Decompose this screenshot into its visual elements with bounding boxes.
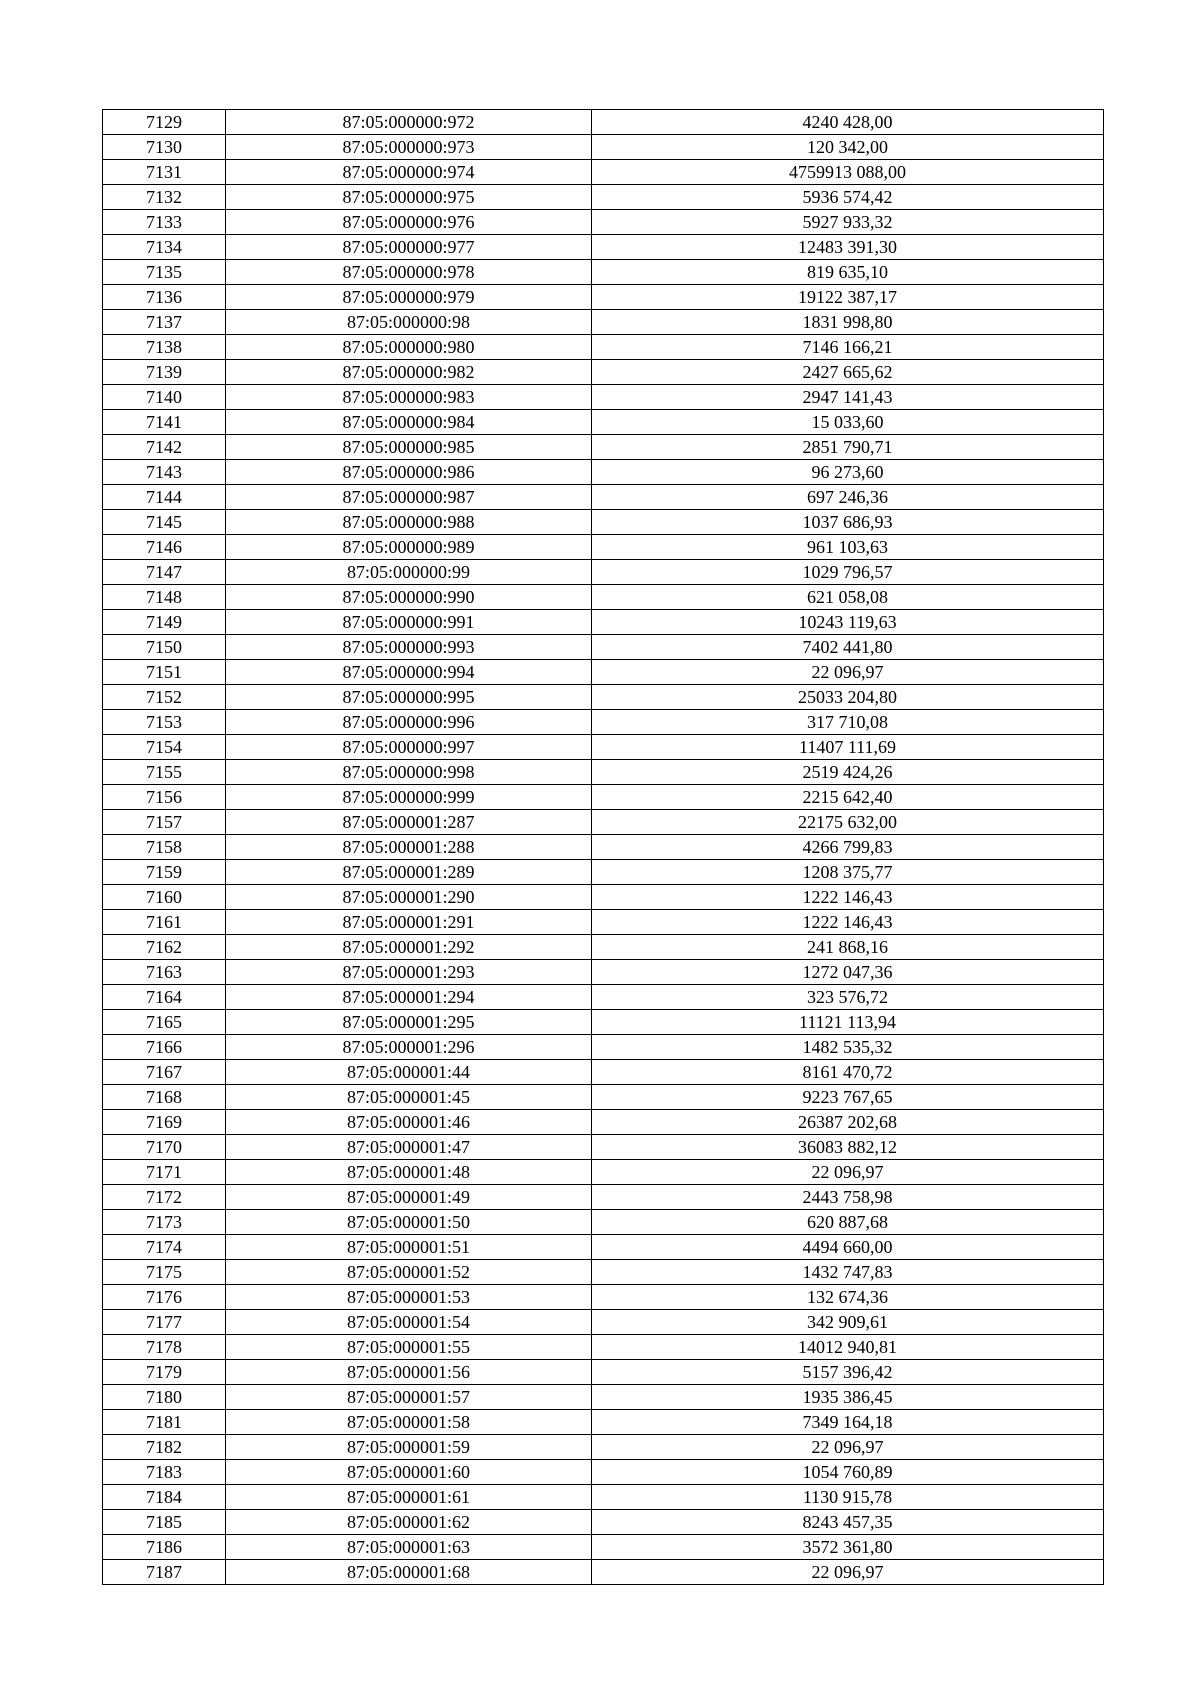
table-row bbox=[103, 1360, 1104, 1385]
cadastral-number-cell: 87:05:000000:997 bbox=[226, 735, 592, 760]
table-row bbox=[103, 1310, 1104, 1335]
table-row bbox=[103, 1135, 1104, 1160]
cadastral-number-cell: 87:05:000000:994 bbox=[226, 660, 592, 685]
row-number-cell: 7148 bbox=[103, 585, 226, 610]
cadastral-value-cell: 22 096,97 bbox=[592, 660, 1104, 685]
cadastral-number-cell: 87:05:000000:986 bbox=[226, 460, 592, 485]
row-number-cell: 7178 bbox=[103, 1335, 226, 1360]
table-row bbox=[103, 560, 1104, 585]
table-row bbox=[103, 1260, 1104, 1285]
cadastral-number-cell: 87:05:000000:995 bbox=[226, 685, 592, 710]
cadastral-number-cell: 87:05:000001:56 bbox=[226, 1360, 592, 1385]
cadastral-number-cell: 87:05:000000:976 bbox=[226, 210, 592, 235]
row-number-cell: 7168 bbox=[103, 1085, 226, 1110]
cadastral-value-cell: 22 096,97 bbox=[592, 1435, 1104, 1460]
table-row bbox=[103, 785, 1104, 810]
cadastral-value-cell: 4240 428,00 bbox=[592, 110, 1104, 135]
row-number-cell: 7183 bbox=[103, 1460, 226, 1485]
row-number-cell: 7137 bbox=[103, 310, 226, 335]
cadastral-value-cell: 1054 760,89 bbox=[592, 1460, 1104, 1485]
row-number-cell: 7179 bbox=[103, 1360, 226, 1385]
cadastral-value-cell: 11121 113,94 bbox=[592, 1010, 1104, 1035]
row-number-cell: 7139 bbox=[103, 360, 226, 385]
cadastral-number-cell: 87:05:000001:45 bbox=[226, 1085, 592, 1110]
table-row bbox=[103, 1035, 1104, 1060]
cadastral-number-cell: 87:05:000001:54 bbox=[226, 1310, 592, 1335]
table-row bbox=[103, 460, 1104, 485]
cadastral-number-cell: 87:05:000000:974 bbox=[226, 160, 592, 185]
cadastral-value-cell: 1432 747,83 bbox=[592, 1260, 1104, 1285]
row-number-cell: 7163 bbox=[103, 960, 226, 985]
cadastral-number-cell: 87:05:000001:46 bbox=[226, 1110, 592, 1135]
row-number-cell: 7180 bbox=[103, 1385, 226, 1410]
table-row bbox=[103, 985, 1104, 1010]
table-row bbox=[103, 360, 1104, 385]
cadastral-value-cell: 1029 796,57 bbox=[592, 560, 1104, 585]
cadastral-number-cell: 87:05:000001:289 bbox=[226, 860, 592, 885]
row-number-cell: 7172 bbox=[103, 1185, 226, 1210]
cadastral-value-cell: 620 887,68 bbox=[592, 1210, 1104, 1235]
cadastral-number-cell: 87:05:000001:294 bbox=[226, 985, 592, 1010]
row-number-cell: 7174 bbox=[103, 1235, 226, 1260]
cadastral-value-cell: 14012 940,81 bbox=[592, 1335, 1104, 1360]
table-row bbox=[103, 1235, 1104, 1260]
cadastral-value-cell: 8161 470,72 bbox=[592, 1060, 1104, 1085]
table-row bbox=[103, 285, 1104, 310]
cadastral-number-cell: 87:05:000001:50 bbox=[226, 1210, 592, 1235]
table-row bbox=[103, 1385, 1104, 1410]
cadastral-value-cell: 22 096,97 bbox=[592, 1160, 1104, 1185]
cadastral-value-cell: 1482 535,32 bbox=[592, 1035, 1104, 1060]
cadastral-value-cell: 1130 915,78 bbox=[592, 1485, 1104, 1510]
table-row bbox=[103, 510, 1104, 535]
cadastral-value-cell: 22 096,97 bbox=[592, 1560, 1104, 1585]
cadastral-number-cell: 87:05:000000:977 bbox=[226, 235, 592, 260]
table-row bbox=[103, 1160, 1104, 1185]
cadastral-number-cell: 87:05:000000:991 bbox=[226, 610, 592, 635]
row-number-cell: 7161 bbox=[103, 910, 226, 935]
table-row bbox=[103, 235, 1104, 260]
cadastral-number-cell: 87:05:000000:973 bbox=[226, 135, 592, 160]
cadastral-value-cell: 2427 665,62 bbox=[592, 360, 1104, 385]
row-number-cell: 7132 bbox=[103, 185, 226, 210]
row-number-cell: 7152 bbox=[103, 685, 226, 710]
table-row bbox=[103, 585, 1104, 610]
cadastral-value-cell: 7349 164,18 bbox=[592, 1410, 1104, 1435]
cadastral-value-cell: 2443 758,98 bbox=[592, 1185, 1104, 1210]
table-row bbox=[103, 135, 1104, 160]
cadastral-number-cell: 87:05:000001:53 bbox=[226, 1285, 592, 1310]
table-row bbox=[103, 1285, 1104, 1310]
row-number-cell: 7129 bbox=[103, 110, 226, 135]
cadastral-value-cell: 2215 642,40 bbox=[592, 785, 1104, 810]
table-row bbox=[103, 1435, 1104, 1460]
row-number-cell: 7187 bbox=[103, 1560, 226, 1585]
row-number-cell: 7149 bbox=[103, 610, 226, 635]
cadastral-number-cell: 87:05:000001:58 bbox=[226, 1410, 592, 1435]
table-row bbox=[103, 535, 1104, 560]
row-number-cell: 7169 bbox=[103, 1110, 226, 1135]
row-number-cell: 7175 bbox=[103, 1260, 226, 1285]
table-row bbox=[103, 185, 1104, 210]
row-number-cell: 7186 bbox=[103, 1535, 226, 1560]
table-row bbox=[103, 1110, 1104, 1135]
cadastral-number-cell: 87:05:000001:55 bbox=[226, 1335, 592, 1360]
cadastral-value-cell: 4266 799,83 bbox=[592, 835, 1104, 860]
cadastral-value-cell: 15 033,60 bbox=[592, 410, 1104, 435]
row-number-cell: 7134 bbox=[103, 235, 226, 260]
table-row bbox=[103, 710, 1104, 735]
row-number-cell: 7164 bbox=[103, 985, 226, 1010]
row-number-cell: 7133 bbox=[103, 210, 226, 235]
cadastral-number-cell: 87:05:000000:988 bbox=[226, 510, 592, 535]
table-row bbox=[103, 1010, 1104, 1035]
cadastral-value-cell: 4494 660,00 bbox=[592, 1235, 1104, 1260]
table-row bbox=[103, 1060, 1104, 1085]
table-row bbox=[103, 210, 1104, 235]
cadastral-value-cell: 317 710,08 bbox=[592, 710, 1104, 735]
table-row bbox=[103, 760, 1104, 785]
row-number-cell: 7144 bbox=[103, 485, 226, 510]
cadastral-number-cell: 87:05:000001:51 bbox=[226, 1235, 592, 1260]
table-row bbox=[103, 935, 1104, 960]
cadastral-number-cell: 87:05:000001:63 bbox=[226, 1535, 592, 1560]
table-row bbox=[103, 410, 1104, 435]
cadastral-number-cell: 87:05:000001:293 bbox=[226, 960, 592, 985]
cadastral-value-cell: 621 058,08 bbox=[592, 585, 1104, 610]
cadastral-number-cell: 87:05:000000:987 bbox=[226, 485, 592, 510]
row-number-cell: 7173 bbox=[103, 1210, 226, 1235]
row-number-cell: 7177 bbox=[103, 1310, 226, 1335]
table-row bbox=[103, 810, 1104, 835]
row-number-cell: 7176 bbox=[103, 1285, 226, 1310]
row-number-cell: 7166 bbox=[103, 1035, 226, 1060]
table-row bbox=[103, 110, 1104, 135]
cadastral-value-cell: 1222 146,43 bbox=[592, 910, 1104, 935]
table-body bbox=[103, 110, 1104, 1585]
table-row bbox=[103, 260, 1104, 285]
row-number-cell: 7147 bbox=[103, 560, 226, 585]
table-row bbox=[103, 835, 1104, 860]
cadastral-value-cell: 11407 111,69 bbox=[592, 735, 1104, 760]
cadastral-number-cell: 87:05:000000:982 bbox=[226, 360, 592, 385]
cadastral-number-cell: 87:05:000001:52 bbox=[226, 1260, 592, 1285]
row-number-cell: 7141 bbox=[103, 410, 226, 435]
cadastral-number-cell: 87:05:000000:984 bbox=[226, 410, 592, 435]
cadastral-number-cell: 87:05:000001:287 bbox=[226, 810, 592, 835]
table-row bbox=[103, 485, 1104, 510]
cadastral-value-cell: 7146 166,21 bbox=[592, 335, 1104, 360]
cadastral-value-cell: 1831 998,80 bbox=[592, 310, 1104, 335]
table-row bbox=[103, 385, 1104, 410]
table-row bbox=[103, 635, 1104, 660]
cadastral-number-cell: 87:05:000000:99 bbox=[226, 560, 592, 585]
cadastral-value-table bbox=[102, 109, 1104, 1585]
cadastral-value-cell: 26387 202,68 bbox=[592, 1110, 1104, 1135]
row-number-cell: 7138 bbox=[103, 335, 226, 360]
table-row bbox=[103, 1410, 1104, 1435]
cadastral-number-cell: 87:05:000001:48 bbox=[226, 1160, 592, 1185]
cadastral-value-cell: 241 868,16 bbox=[592, 935, 1104, 960]
table-row bbox=[103, 1210, 1104, 1235]
table-row bbox=[103, 160, 1104, 185]
cadastral-number-cell: 87:05:000000:985 bbox=[226, 435, 592, 460]
row-number-cell: 7159 bbox=[103, 860, 226, 885]
cadastral-number-cell: 87:05:000000:975 bbox=[226, 185, 592, 210]
cadastral-number-cell: 87:05:000000:978 bbox=[226, 260, 592, 285]
cadastral-value-cell: 1208 375,77 bbox=[592, 860, 1104, 885]
cadastral-number-cell: 87:05:000001:61 bbox=[226, 1485, 592, 1510]
cadastral-value-cell: 2519 424,26 bbox=[592, 760, 1104, 785]
cadastral-value-cell: 19122 387,17 bbox=[592, 285, 1104, 310]
table-row bbox=[103, 1485, 1104, 1510]
cadastral-value-cell: 7402 441,80 bbox=[592, 635, 1104, 660]
cadastral-number-cell: 87:05:000001:47 bbox=[226, 1135, 592, 1160]
row-number-cell: 7143 bbox=[103, 460, 226, 485]
cadastral-value-cell: 961 103,63 bbox=[592, 535, 1104, 560]
row-number-cell: 7142 bbox=[103, 435, 226, 460]
row-number-cell: 7136 bbox=[103, 285, 226, 310]
cadastral-value-cell: 1037 686,93 bbox=[592, 510, 1104, 535]
table-row bbox=[103, 1460, 1104, 1485]
table-row bbox=[103, 660, 1104, 685]
table-row bbox=[103, 910, 1104, 935]
row-number-cell: 7171 bbox=[103, 1160, 226, 1185]
table-row bbox=[103, 1510, 1104, 1535]
cadastral-number-cell: 87:05:000001:295 bbox=[226, 1010, 592, 1035]
cadastral-number-cell: 87:05:000000:999 bbox=[226, 785, 592, 810]
row-number-cell: 7156 bbox=[103, 785, 226, 810]
row-number-cell: 7154 bbox=[103, 735, 226, 760]
cadastral-number-cell: 87:05:000000:972 bbox=[226, 110, 592, 135]
table-row bbox=[103, 885, 1104, 910]
cadastral-value-cell: 2851 790,71 bbox=[592, 435, 1104, 460]
table-row bbox=[103, 1535, 1104, 1560]
row-number-cell: 7185 bbox=[103, 1510, 226, 1535]
cadastral-number-cell: 87:05:000001:296 bbox=[226, 1035, 592, 1060]
row-number-cell: 7155 bbox=[103, 760, 226, 785]
row-number-cell: 7167 bbox=[103, 1060, 226, 1085]
table-row bbox=[103, 960, 1104, 985]
cadastral-number-cell: 87:05:000000:983 bbox=[226, 385, 592, 410]
cadastral-value-cell: 22175 632,00 bbox=[592, 810, 1104, 835]
cadastral-number-cell: 87:05:000001:60 bbox=[226, 1460, 592, 1485]
cadastral-value-cell: 25033 204,80 bbox=[592, 685, 1104, 710]
table-row bbox=[103, 1560, 1104, 1585]
table-row bbox=[103, 335, 1104, 360]
cadastral-value-cell: 9223 767,65 bbox=[592, 1085, 1104, 1110]
row-number-cell: 7160 bbox=[103, 885, 226, 910]
cadastral-number-cell: 87:05:000000:993 bbox=[226, 635, 592, 660]
cadastral-value-cell: 5936 574,42 bbox=[592, 185, 1104, 210]
cadastral-value-cell: 4759913 088,00 bbox=[592, 160, 1104, 185]
cadastral-value-cell: 1222 146,43 bbox=[592, 885, 1104, 910]
cadastral-number-cell: 87:05:000001:62 bbox=[226, 1510, 592, 1535]
row-number-cell: 7146 bbox=[103, 535, 226, 560]
row-number-cell: 7181 bbox=[103, 1410, 226, 1435]
table-row bbox=[103, 860, 1104, 885]
cadastral-value-cell: 120 342,00 bbox=[592, 135, 1104, 160]
row-number-cell: 7158 bbox=[103, 835, 226, 860]
cadastral-value-cell: 1272 047,36 bbox=[592, 960, 1104, 985]
cadastral-value-cell: 819 635,10 bbox=[592, 260, 1104, 285]
row-number-cell: 7153 bbox=[103, 710, 226, 735]
row-number-cell: 7131 bbox=[103, 160, 226, 185]
cadastral-number-cell: 87:05:000000:980 bbox=[226, 335, 592, 360]
table-row bbox=[103, 435, 1104, 460]
cadastral-value-cell: 3572 361,80 bbox=[592, 1535, 1104, 1560]
cadastral-value-cell: 2947 141,43 bbox=[592, 385, 1104, 410]
cadastral-value-cell: 132 674,36 bbox=[592, 1285, 1104, 1310]
cadastral-number-cell: 87:05:000001:49 bbox=[226, 1185, 592, 1210]
row-number-cell: 7151 bbox=[103, 660, 226, 685]
cadastral-value-cell: 96 273,60 bbox=[592, 460, 1104, 485]
row-number-cell: 7184 bbox=[103, 1485, 226, 1510]
cadastral-value-cell: 697 246,36 bbox=[592, 485, 1104, 510]
cadastral-number-cell: 87:05:000001:290 bbox=[226, 885, 592, 910]
row-number-cell: 7140 bbox=[103, 385, 226, 410]
cadastral-value-cell: 342 909,61 bbox=[592, 1310, 1104, 1335]
cadastral-number-cell: 87:05:000001:59 bbox=[226, 1435, 592, 1460]
cadastral-number-cell: 87:05:000000:979 bbox=[226, 285, 592, 310]
cadastral-number-cell: 87:05:000001:68 bbox=[226, 1560, 592, 1585]
row-number-cell: 7182 bbox=[103, 1435, 226, 1460]
table-row bbox=[103, 310, 1104, 335]
cadastral-number-cell: 87:05:000001:292 bbox=[226, 935, 592, 960]
cadastral-value-cell: 12483 391,30 bbox=[592, 235, 1104, 260]
cadastral-value-cell: 8243 457,35 bbox=[592, 1510, 1104, 1535]
cadastral-value-cell: 36083 882,12 bbox=[592, 1135, 1104, 1160]
row-number-cell: 7162 bbox=[103, 935, 226, 960]
row-number-cell: 7150 bbox=[103, 635, 226, 660]
cadastral-value-cell: 1935 386,45 bbox=[592, 1385, 1104, 1410]
cadastral-number-cell: 87:05:000000:990 bbox=[226, 585, 592, 610]
row-number-cell: 7165 bbox=[103, 1010, 226, 1035]
table-row bbox=[103, 1085, 1104, 1110]
cadastral-number-cell: 87:05:000001:288 bbox=[226, 835, 592, 860]
table-row bbox=[103, 735, 1104, 760]
cadastral-value-cell: 323 576,72 bbox=[592, 985, 1104, 1010]
cadastral-number-cell: 87:05:000000:996 bbox=[226, 710, 592, 735]
row-number-cell: 7130 bbox=[103, 135, 226, 160]
row-number-cell: 7145 bbox=[103, 510, 226, 535]
row-number-cell: 7157 bbox=[103, 810, 226, 835]
cadastral-value-cell: 5157 396,42 bbox=[592, 1360, 1104, 1385]
cadastral-value-cell: 10243 119,63 bbox=[592, 610, 1104, 635]
row-number-cell: 7170 bbox=[103, 1135, 226, 1160]
cadastral-number-cell: 87:05:000000:998 bbox=[226, 760, 592, 785]
cadastral-number-cell: 87:05:000000:989 bbox=[226, 535, 592, 560]
cadastral-number-cell: 87:05:000000:98 bbox=[226, 310, 592, 335]
row-number-cell: 7135 bbox=[103, 260, 226, 285]
table-row bbox=[103, 685, 1104, 710]
cadastral-number-cell: 87:05:000001:44 bbox=[226, 1060, 592, 1085]
cadastral-number-cell: 87:05:000001:57 bbox=[226, 1385, 592, 1410]
table-row bbox=[103, 610, 1104, 635]
table-row bbox=[103, 1335, 1104, 1360]
cadastral-number-cell: 87:05:000001:291 bbox=[226, 910, 592, 935]
cadastral-value-cell: 5927 933,32 bbox=[592, 210, 1104, 235]
table-row bbox=[103, 1185, 1104, 1210]
